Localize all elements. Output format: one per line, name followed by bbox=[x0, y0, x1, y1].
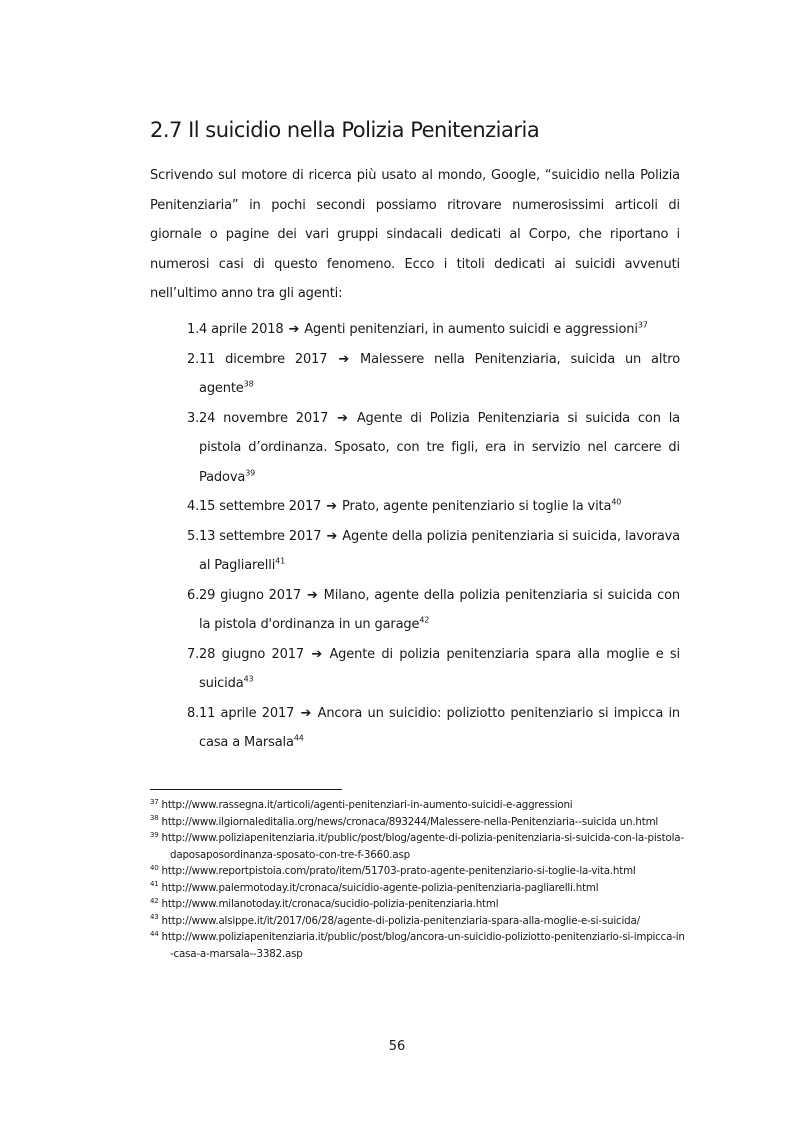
list-item-title: Prato, agente penitenziario si toglie la vita bbox=[342, 499, 612, 514]
list-item-date: 15 settembre 2017 bbox=[199, 499, 322, 514]
footnote bbox=[150, 929, 685, 962]
list-item-number: 6. bbox=[187, 587, 200, 603]
footnote-mark: 39 bbox=[150, 830, 159, 839]
footnote bbox=[150, 830, 685, 863]
list-item-title: Agente di Polizia Penitenziaria si suicida con la pistola d’ordinanza. Sposato, con tre figli, era in servizio nel carcere di Padova bbox=[199, 410, 680, 485]
footnote-reference: 40 bbox=[611, 497, 622, 507]
footnote bbox=[150, 913, 685, 930]
list-item-date: 11 aprile 2017 bbox=[199, 705, 295, 721]
intro-paragraph: Scrivendo sul motore di ricerca più usato al mondo, Google, “suicidio nella Polizia Penitenziaria” in pochi secondi possiamo ritrovare numerosissimi articoli di giornale o pagine dei vari gruppi sindacali dedicati al Corpo, che riportano i numerosi casi di questo fenomeno. Ecco i titoli dedicati ai suicidi avvenuti nell’ultimo anno tra gli agenti: bbox=[150, 168, 680, 301]
footnote-reference: 37 bbox=[637, 320, 648, 330]
list-item-number: 2. bbox=[187, 351, 200, 367]
suicide-headlines-list bbox=[150, 315, 680, 758]
list-item-number: 3. bbox=[187, 410, 200, 426]
footnote-url[interactable]: http://www.poliziapenitenziaria.it/public/post/blog/ancora-un-suicidio-poliziotto-penitenziario-si-impicca-in-casa-a-marsala--3382.asp bbox=[161, 931, 685, 960]
list-item-date: 4 aprile 2018 bbox=[199, 322, 284, 337]
list-item bbox=[150, 640, 680, 699]
list-item-date: 11 dicembre 2017 bbox=[199, 351, 328, 367]
list-item-title: Ancora un suicidio: poliziotto penitenziario si impicca in casa a Marsala bbox=[199, 705, 681, 750]
list-item-date: 13 settembre 2017 bbox=[199, 528, 322, 544]
footnote-reference: 38 bbox=[243, 379, 254, 389]
footnote-mark: 43 bbox=[150, 913, 159, 922]
list-item bbox=[150, 581, 680, 640]
list-item-title: Agenti penitenziari, in aumento suicidi e aggressioni bbox=[304, 322, 638, 337]
list-item bbox=[150, 345, 680, 404]
footnote-reference: 44 bbox=[293, 733, 304, 743]
list-item bbox=[150, 699, 680, 758]
footnote-url[interactable]: http://www.milanotoday.it/cronaca/sucidio-polizia-penitenziaria.html bbox=[161, 898, 499, 910]
footnote-reference: 43 bbox=[243, 674, 254, 684]
list-item-title: Malessere nella Penitenziaria, suicida un altro agente bbox=[199, 351, 680, 396]
list-item-number: 4. bbox=[187, 499, 200, 514]
list-item bbox=[150, 492, 680, 522]
page-number: 56 bbox=[388, 1039, 406, 1054]
footnote bbox=[150, 896, 685, 913]
arrow-right-icon: ➔ bbox=[288, 322, 300, 337]
list-item bbox=[150, 404, 680, 493]
footnote-reference: 39 bbox=[245, 468, 256, 478]
footnote-url[interactable]: http://www.palermotoday.it/cronaca/suicidio-agente-polizia-penitenziaria-pagliarelli.html bbox=[161, 881, 599, 894]
footnote-url[interactable]: http://www.poliziapenitenziaria.it/public/post/blog/agente-di-polizia-penitenziaria-si-suicida-con-la-pistola-daposaposordinanza-sposato-con-tre-f-3660.asp bbox=[161, 832, 684, 861]
arrow-right-icon: ➔ bbox=[337, 410, 348, 426]
arrow-right-icon: ➔ bbox=[326, 528, 338, 544]
footnote-url[interactable]: http://www.ilgiornaleditalia.org/news/cronaca/893244/Malessere-nella-Penitenziaria--suicida un.html bbox=[161, 815, 659, 828]
list-item-number: 5. bbox=[187, 528, 200, 544]
list-item-date: 24 novembre 2017 bbox=[199, 410, 329, 426]
list-item-title: Milano, agente della polizia penitenziaria si suicida con la pistola d'ordinanza in un garage bbox=[199, 587, 680, 632]
list-item bbox=[150, 315, 680, 345]
footnote-mark: 40 bbox=[150, 863, 159, 872]
footnote-mark: 42 bbox=[150, 896, 159, 905]
list-item-title: Agente della polizia penitenziaria si suicida, lavorava al Pagliarelli bbox=[199, 528, 680, 573]
list-item-title: Agente di polizia penitenziaria spara alla moglie e si suicida bbox=[199, 646, 681, 691]
footnote bbox=[150, 863, 685, 880]
footnote-url[interactable]: http://www.rassegna.it/articoli/agenti-penitenziari-in-aumento-suicidi-e-aggressioni bbox=[161, 799, 573, 811]
section-heading: 2.7 Il suicidio nella Polizia Penitenziaria bbox=[150, 118, 540, 142]
footnote bbox=[150, 814, 685, 831]
footnote-reference: 41 bbox=[275, 556, 286, 566]
arrow-right-icon: ➔ bbox=[300, 705, 312, 721]
list-item bbox=[150, 522, 680, 581]
arrow-right-icon: ➔ bbox=[307, 587, 318, 603]
footnote bbox=[150, 880, 685, 897]
list-item-number: 8. bbox=[187, 705, 200, 721]
list-item-date: 29 giugno 2017 bbox=[199, 587, 302, 603]
footnotes-list bbox=[150, 797, 685, 962]
footnote-mark: 37 bbox=[150, 797, 159, 806]
footnote-url[interactable]: http://www.reportpistoia.com/prato/item/51703-prato-agente-penitenziario-si-toglie-la-vita.html bbox=[161, 865, 636, 877]
list-item-date: 28 giugno 2017 bbox=[199, 646, 305, 662]
list-item-number: 7. bbox=[187, 646, 200, 662]
footnote-reference: 42 bbox=[419, 615, 430, 625]
footnote bbox=[150, 797, 685, 814]
footnote-mark: 38 bbox=[150, 814, 159, 823]
arrow-right-icon: ➔ bbox=[326, 499, 338, 514]
footnote-url[interactable]: http://www.alsippe.it/it/2017/06/28/agente-di-polizia-penitenziaria-spara-alla-moglie-e-si-suicida/ bbox=[161, 914, 640, 927]
footnote-separator bbox=[150, 789, 342, 790]
list-item-number: 1. bbox=[187, 322, 200, 337]
footnote-mark: 44 bbox=[150, 929, 159, 938]
arrow-right-icon: ➔ bbox=[338, 351, 350, 367]
footnote-mark: 41 bbox=[150, 880, 159, 889]
arrow-right-icon: ➔ bbox=[311, 646, 323, 662]
